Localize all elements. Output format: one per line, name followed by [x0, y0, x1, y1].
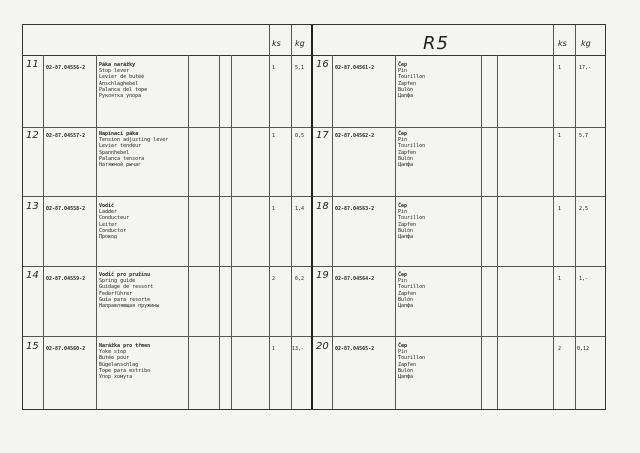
part-names: [99, 272, 159, 309]
mass: 5,1: [295, 65, 305, 71]
name-spanish: Bulón: [398, 296, 414, 303]
name-french: Tourillon: [398, 284, 426, 291]
part-code: 02-87.04561-2: [335, 65, 375, 71]
item-number: 17: [316, 130, 329, 141]
name-english: Pin: [398, 137, 408, 144]
name-czech: Čep: [398, 272, 408, 278]
part-code: 02-87.04557-2: [46, 133, 86, 139]
name-german: Federführer: [99, 290, 133, 297]
name-english: Pin: [398, 278, 408, 285]
name-russian: Направляющая пружины: [99, 303, 160, 310]
mass-header: kg: [295, 39, 305, 48]
part-names: [398, 131, 425, 168]
name-french: Levier tendeur: [99, 143, 142, 150]
name-spanish: Bulón: [398, 155, 414, 162]
item-number: 12: [26, 130, 39, 141]
name-french: Conducteur: [99, 215, 130, 222]
part-code: 02-87.04559-2: [46, 276, 86, 282]
row-divider: [23, 336, 605, 337]
name-french: Tourillon: [398, 74, 426, 81]
mass: 13,-: [292, 346, 305, 352]
column-divider: [43, 55, 44, 409]
item-number: 13: [26, 201, 39, 212]
name-german: Zapfen: [398, 149, 417, 156]
header-divider: [23, 55, 605, 56]
quantity: 2: [272, 276, 276, 282]
name-german: Anschlaghebel: [99, 80, 139, 87]
part-code: 02-87.04560-2: [46, 346, 86, 352]
quantity: 1: [558, 133, 562, 139]
qty-column-divider: [269, 25, 270, 409]
row-divider: [23, 127, 605, 128]
mass: 1,-: [579, 276, 589, 282]
name-czech: Čep: [398, 131, 408, 137]
name-french: Guidage de ressort: [99, 284, 154, 291]
name-czech: Vodič: [99, 203, 115, 209]
mass: 0,12: [577, 346, 590, 352]
name-russian: Цапфа: [398, 303, 414, 310]
part-names: [398, 272, 425, 309]
name-english: Spring guide: [99, 278, 136, 285]
qty-header: ks: [558, 39, 567, 48]
name-czech: Čep: [398, 203, 408, 209]
mass: 5,7: [579, 133, 589, 139]
name-russian: Натяжной рычаг: [99, 162, 142, 169]
part-names: [398, 62, 425, 99]
part-names: [99, 343, 150, 380]
quantity: 2: [558, 346, 562, 352]
part-code: 02-87.04562-2: [335, 133, 375, 139]
column-divider: [219, 55, 220, 409]
quantity: 1: [558, 276, 562, 282]
item-number: 16: [316, 59, 329, 70]
quantity: 1: [558, 65, 562, 71]
row-divider: [23, 266, 605, 267]
name-german: Zapfen: [398, 221, 417, 228]
page-title: R5: [423, 33, 449, 54]
part-names: [99, 203, 129, 240]
mass: 0,5: [295, 133, 305, 139]
name-german: Zapfen: [398, 80, 417, 87]
name-russian: Цапфа: [398, 162, 414, 169]
name-english: Pin: [398, 209, 408, 216]
part-names: [99, 62, 147, 99]
name-czech: Napínací páka: [99, 131, 139, 137]
name-french: Butée pour: [99, 355, 130, 362]
name-czech: Páka narážky: [99, 62, 136, 68]
name-russian: Цапфа: [398, 374, 414, 381]
part-code: 02-87.04564-2: [335, 276, 375, 282]
name-russian: Цапфа: [398, 93, 414, 100]
name-russian: Цапфа: [398, 234, 414, 241]
name-russian: Провод: [99, 234, 118, 241]
name-spanish: Bulón: [398, 367, 414, 374]
name-german: Leiter: [99, 221, 118, 228]
item-number: 14: [26, 270, 39, 281]
part-names: [99, 131, 168, 168]
center-divider: [311, 25, 313, 409]
mass: 0,2: [295, 276, 305, 282]
mass-header: kg: [581, 39, 591, 48]
item-number: 18: [316, 201, 329, 212]
column-divider: [96, 55, 97, 409]
quantity: 1: [272, 133, 276, 139]
quantity: 1: [272, 65, 276, 71]
column-divider: [497, 55, 498, 409]
item-number: 19: [316, 270, 329, 281]
name-french: Tourillon: [398, 355, 426, 362]
name-english: Pin: [398, 68, 408, 75]
name-spanish: Palanca tensora: [99, 155, 145, 162]
column-divider: [332, 55, 333, 409]
mass: 2,5: [579, 206, 589, 212]
quantity: 1: [272, 346, 276, 352]
mass: 1,4: [295, 206, 305, 212]
name-spanish: Bulón: [398, 227, 414, 234]
name-german: Zapfen: [398, 361, 417, 368]
name-czech: Vodič pro pružinu: [99, 272, 151, 278]
part-code: 02-87.04558-2: [46, 206, 86, 212]
name-german: Spannhebel: [99, 149, 130, 156]
name-spanish: Palanca del tope: [99, 86, 148, 93]
part-code: 02-87.04565-2: [335, 346, 375, 352]
name-english: Yoke stop: [99, 349, 127, 356]
part-code: 02-87.04563-2: [335, 206, 375, 212]
name-spanish: Tope para estribo: [99, 367, 151, 374]
row-divider: [23, 196, 605, 197]
item-number: 15: [26, 341, 39, 352]
column-divider: [188, 55, 189, 409]
name-french: Levier de butéé: [99, 74, 145, 81]
part-code: 02-87.04556-2: [46, 65, 86, 71]
quantity: 1: [272, 206, 276, 212]
column-divider: [395, 55, 396, 409]
column-divider: [231, 55, 232, 409]
name-french: Tourillon: [398, 143, 426, 150]
name-english: Stop lever: [99, 68, 130, 75]
name-english: Tension adjusting lever: [99, 137, 169, 144]
mass: 17,-: [579, 65, 592, 71]
name-czech: Narážka pro třmen: [99, 343, 151, 349]
part-names: [398, 203, 425, 240]
item-number: 11: [26, 59, 39, 70]
name-english: Pin: [398, 349, 408, 356]
name-russian: Рукоятка упора: [99, 93, 142, 100]
name-german: Bügelanschlag: [99, 361, 139, 368]
mass-column-divider: [575, 25, 576, 409]
name-german: Zapfen: [398, 290, 417, 297]
name-czech: Čep: [398, 343, 408, 349]
name-spanish: Bulón: [398, 86, 414, 93]
name-spanish: Conductor: [99, 227, 127, 234]
name-czech: Čep: [398, 62, 408, 68]
name-spanish: Guía para resorte: [99, 296, 151, 303]
item-number: 20: [316, 341, 329, 352]
name-russian: Упор хомута: [99, 374, 133, 381]
column-divider: [481, 55, 482, 409]
name-english: Ladder: [99, 209, 118, 216]
qty-header: ks: [272, 39, 281, 48]
qty-column-divider: [553, 25, 554, 409]
part-names: [398, 343, 425, 380]
parts-table: [22, 24, 606, 410]
quantity: 1: [558, 206, 562, 212]
name-french: Tourillon: [398, 215, 426, 222]
